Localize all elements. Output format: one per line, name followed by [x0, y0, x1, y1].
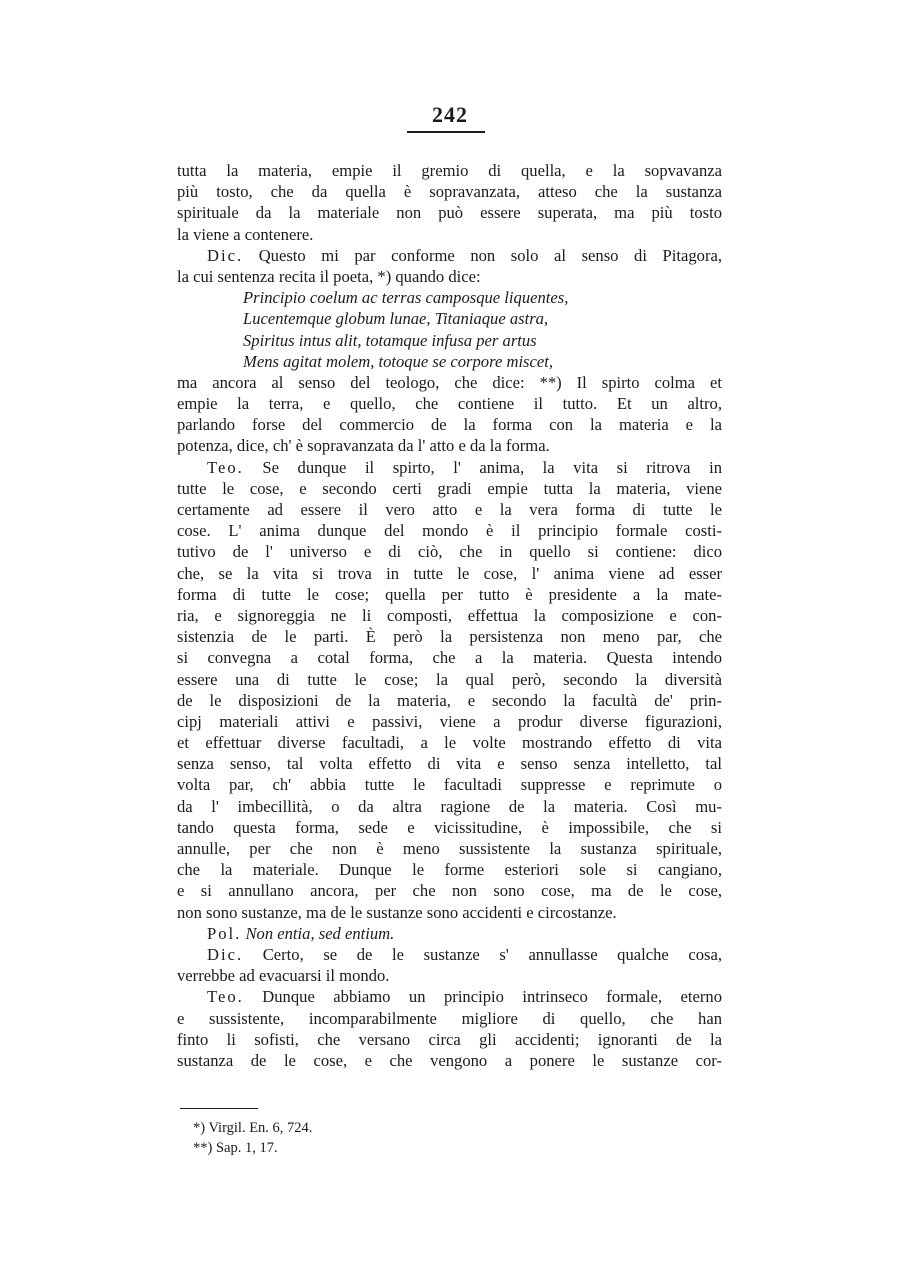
- text-line: [177, 520, 722, 541]
- text-segment: e si annullano ancora, per che non sono cose, ma de le cose,: [177, 881, 722, 901]
- text-line: [177, 541, 722, 562]
- text-segment: verrebbe ad evacuarsi il mondo.: [177, 966, 390, 986]
- text-line: [177, 202, 722, 223]
- text-segment: Principio coelum ac terras camposque liquentes,: [243, 288, 569, 308]
- text-segment: ria, e signoreggia ne li composti, effettua la composizione e con-: [177, 605, 722, 625]
- text-line: [177, 796, 722, 817]
- text-line: [177, 1029, 722, 1050]
- text-line: [177, 838, 722, 859]
- text-line: [177, 986, 722, 1007]
- text-segment: de le disposizioni de la materia, e secondo la facultà de' prin-: [177, 690, 722, 710]
- text-line: [177, 923, 722, 944]
- speaker-label: Pol.: [207, 923, 242, 943]
- text-segment: la viene a contenere.: [177, 224, 314, 244]
- text-segment: sistenzia de le parti. È però la persistenza non meno par, che: [177, 627, 722, 647]
- text-segment: Spiritus intus alit, totamque infusa per artus: [243, 330, 537, 350]
- footnote: *) Virgil. En. 6, 724.: [193, 1120, 313, 1136]
- text-segment: forma di tutte le cose; quella per tutto è presidente a la mate-: [177, 584, 722, 604]
- text-segment: più tosto, che da quella è sopravanzata, atteso che la sustanza: [177, 182, 722, 202]
- text-segment: non sono sustanze, ma de le sustanze sono accidenti e circostanze.: [177, 902, 617, 922]
- text-line: [177, 584, 722, 605]
- text-segment: et effettuar diverse facultadi, a le volte mostrando effetto di vita: [177, 733, 722, 753]
- text-line: [177, 859, 722, 880]
- text-segment: certamente ad essere il vero atto e la vera forma di tutte le: [177, 500, 722, 519]
- text-line: [177, 1008, 722, 1029]
- text-line: [177, 478, 722, 499]
- footnote: **) Sap. 1, 17.: [193, 1140, 278, 1156]
- text-segment: Questo mi par conforme non solo al senso di Pitagora,: [243, 245, 722, 265]
- body-text: [177, 160, 722, 1071]
- text-line: [177, 880, 722, 901]
- text-segment: tutta la materia, empie il gremio di quella, e la sopvavanza: [177, 161, 722, 180]
- text-line: [177, 1050, 722, 1071]
- text-line: [177, 435, 722, 456]
- text-line: [177, 563, 722, 584]
- text-segment: potenza, dice, ch' è sopravanzata da l' atto e da la forma.: [177, 436, 550, 456]
- text-segment: Dunque abbiamo un principio intrinseco formale, eterno: [243, 987, 722, 1007]
- text-segment: tutivo de l' universo e di ciò, che in quello si contiene: dico: [177, 542, 722, 562]
- text-line: [177, 181, 722, 202]
- text-line: [177, 774, 722, 795]
- text-line: [177, 499, 722, 520]
- text-segment: annulle, per che non è meno sussistente la sustanza spirituale,: [177, 839, 722, 858]
- speaker-label: Teo.: [207, 457, 244, 477]
- text-segment: che la materiale. Dunque le forme esteriori sole si cangiano,: [177, 860, 722, 880]
- text-segment: che, se la vita si trova in tutte le cose, l' anima viene ad esser: [177, 563, 722, 583]
- text-line: [177, 690, 722, 711]
- text-line: [177, 245, 722, 266]
- text-segment: e sussistente, incomparabilmente migliore di quello, che han: [177, 1008, 722, 1028]
- text-segment: ma ancora al senso del teologo, che dice: **) Il spirto colma et: [177, 372, 722, 392]
- text-segment: spirituale da la materiale non può essere superata, ma più tosto: [177, 203, 722, 223]
- text-line: [177, 711, 722, 732]
- text-line: [177, 669, 722, 690]
- text-segment: da l' imbecillità, o da altra ragione de la materia. Così mu-: [177, 796, 722, 816]
- text-line: [177, 626, 722, 647]
- text-line: [177, 902, 722, 923]
- text-segment: Lucentemque globum lunae, Titaniaque astra,: [243, 309, 549, 329]
- text-segment: tando questa forma, sede e vicissitudine, è impossibile, che si: [177, 817, 722, 837]
- text-line: [177, 605, 722, 626]
- text-line: [177, 224, 722, 245]
- text-segment: Se dunque il spirto, l' anima, la vita si ritrova in: [243, 457, 722, 477]
- text-line: [177, 817, 722, 838]
- footnotes: [193, 1118, 312, 1158]
- text-segment: empie la terra, e quello, che contiene il tutto. Et un altro,: [177, 394, 722, 414]
- text-line: [177, 266, 722, 287]
- text-segment: senza senso, tal volta effetto di vita e senso senza intelletto, tal: [177, 754, 722, 774]
- text-segment: tutte le cose, e secondo certi gradi empie tutta la materia, viene: [177, 478, 722, 498]
- text-segment: cipj materiali attivi e passivi, viene a produr diverse figurazioni,: [177, 711, 722, 731]
- verse-line: [177, 287, 722, 308]
- text-line: [177, 414, 722, 435]
- speaker-label: Dic.: [207, 245, 244, 265]
- footnote-rule: [180, 1108, 258, 1109]
- text-segment: parlando forse del commercio de la forma con la materia e la: [177, 415, 722, 435]
- text-line: [177, 457, 722, 478]
- text-segment: volta par, ch' abbia tutte le facultadi suppresse e reprimute o: [177, 775, 722, 795]
- verse-line: [177, 351, 722, 372]
- text-line: [177, 160, 722, 181]
- text-segment: si convegna a cotal forma, che a la materia. Questa intendo: [177, 648, 722, 668]
- text-segment: la cui sentenza recita il poeta, *) quando dice:: [177, 266, 481, 286]
- text-segment: finto li sofisti, che versano circa gli accidenti; ignoranti de la: [177, 1029, 722, 1049]
- text-line: [177, 732, 722, 753]
- page-number: 242: [432, 102, 468, 127]
- text-line: [177, 965, 722, 986]
- text-segment: sustanza de le cose, e che vengono a ponere le sustanze cor-: [177, 1050, 722, 1070]
- verse-line: [177, 330, 722, 351]
- text-line: [177, 647, 722, 668]
- speaker-label: Dic.: [207, 944, 244, 964]
- text-line: [177, 753, 722, 774]
- verse-line: [177, 308, 722, 329]
- text-segment: cose. L' anima dunque del mondo è il principio formale costi-: [177, 521, 722, 541]
- text-line: [177, 944, 722, 965]
- text-segment: Mens agitat molem, totoque se corpore miscet,: [243, 351, 553, 371]
- text-line: [177, 372, 722, 393]
- text-segment: essere una di tutte le cose; la qual però, secondo la diversità: [177, 669, 722, 689]
- italic-text: Non entia, sed entium.: [245, 923, 395, 943]
- page-number-rule: [407, 131, 485, 133]
- text-segment: Certo, se de le sustanze s' annullasse qualche cosa,: [243, 944, 722, 964]
- text-line: [177, 393, 722, 414]
- speaker-label: Teo.: [207, 987, 244, 1007]
